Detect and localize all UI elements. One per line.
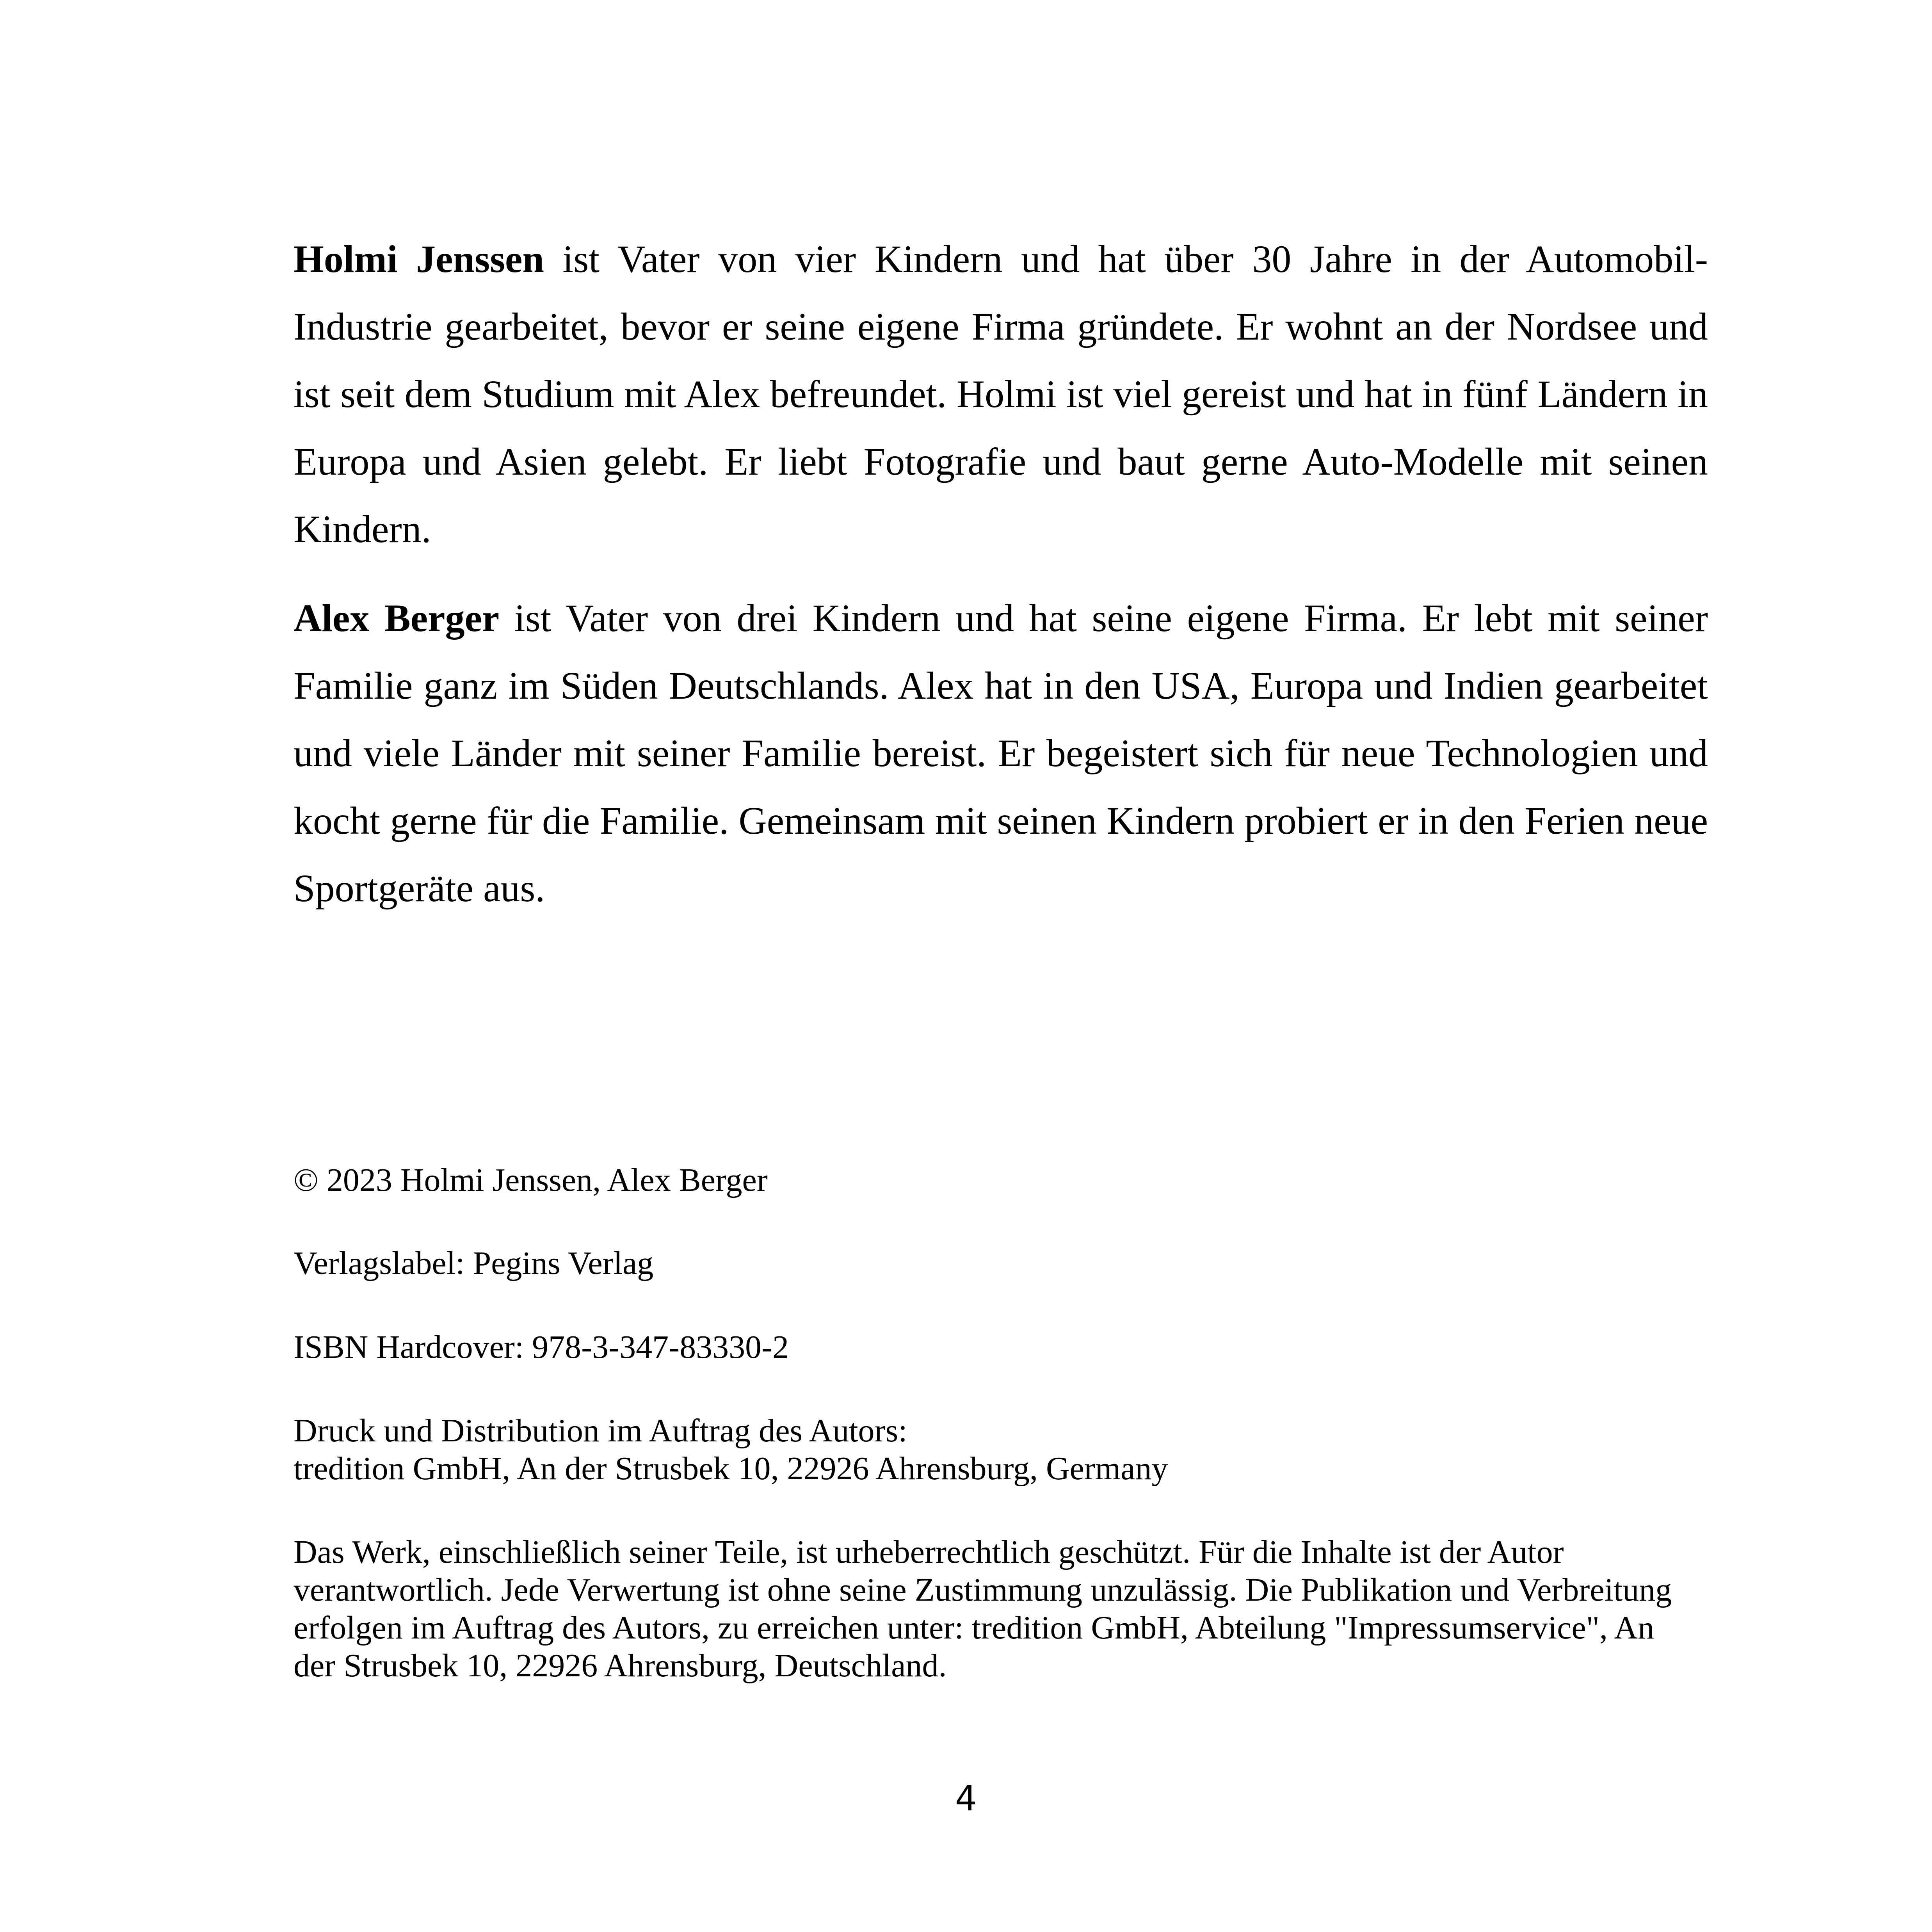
print-distribution (294, 1412, 1708, 1487)
author-name: Alex Berger (294, 596, 500, 640)
legal-notice-line: erfolgen im Auftrag des Autors, zu erreichen unter: tredition GmbH, Abteilung "Impressumservice", An (294, 1610, 1654, 1646)
isbn: ISBN Hardcover: 978-3-347-83330-2 (294, 1329, 789, 1365)
author-bio-text: ist Vater von drei Kindern und hat seine eigene Firma. Er lebt mit seiner Familie ganz im Süden Deutschlands. Alex hat in den USA, Europa und Indien gearbeitet und viele Länder mit seiner Familie bereist. Er begeistert sich für neue Technologien und kocht gerne für die Familie. Gemeinsam mit seinen Kindern probiert er in den Ferien neue Sportgeräte aus. (294, 596, 1708, 910)
page-number: 4 (955, 1778, 977, 1818)
legal-notice-line: der Strusbek 10, 22926 Ahrensburg, Deutschland. (294, 1647, 947, 1684)
author-bio-holmi (294, 225, 1708, 563)
author-name: Holmi Jenssen (294, 237, 544, 281)
copyright-notice: © 2023 Holmi Jenssen, Alex Berger (294, 1162, 768, 1198)
print-distribution-line: tredition GmbH, An der Strusbek 10, 22926 Ahrensburg, Germany (294, 1450, 1168, 1487)
legal-notice (294, 1533, 1708, 1685)
legal-notice-line: Das Werk, einschließlich seiner Teile, ist urheberrechtlich geschützt. Für die Inhalte ist der Autor (294, 1534, 1564, 1570)
author-bio-alex (294, 584, 1708, 922)
publisher-label: Verlagslabel: Pegins Verlag (294, 1245, 654, 1281)
author-bio-text: ist Vater von vier Kindern und hat über 30 Jahre in der Automobil-Industrie gearbeitet, bevor er seine eigene Firma gründete. Er wohnt an der Nordsee und ist seit dem Studium mit Alex befreundet. Holmi ist viel gereist und hat in fünf Ländern in Europa und Asien gelebt. Er liebt Fotografie und baut gerne Auto-Modelle mit seinen Kindern. (294, 237, 1708, 551)
legal-notice-line: verantwortlich. Jede Verwertung ist ohne seine Zustimmung unzulässig. Die Publikation und Verbreitung (294, 1572, 1672, 1608)
print-distribution-line: Druck und Distribution im Auftrag des Autors: (294, 1413, 907, 1449)
